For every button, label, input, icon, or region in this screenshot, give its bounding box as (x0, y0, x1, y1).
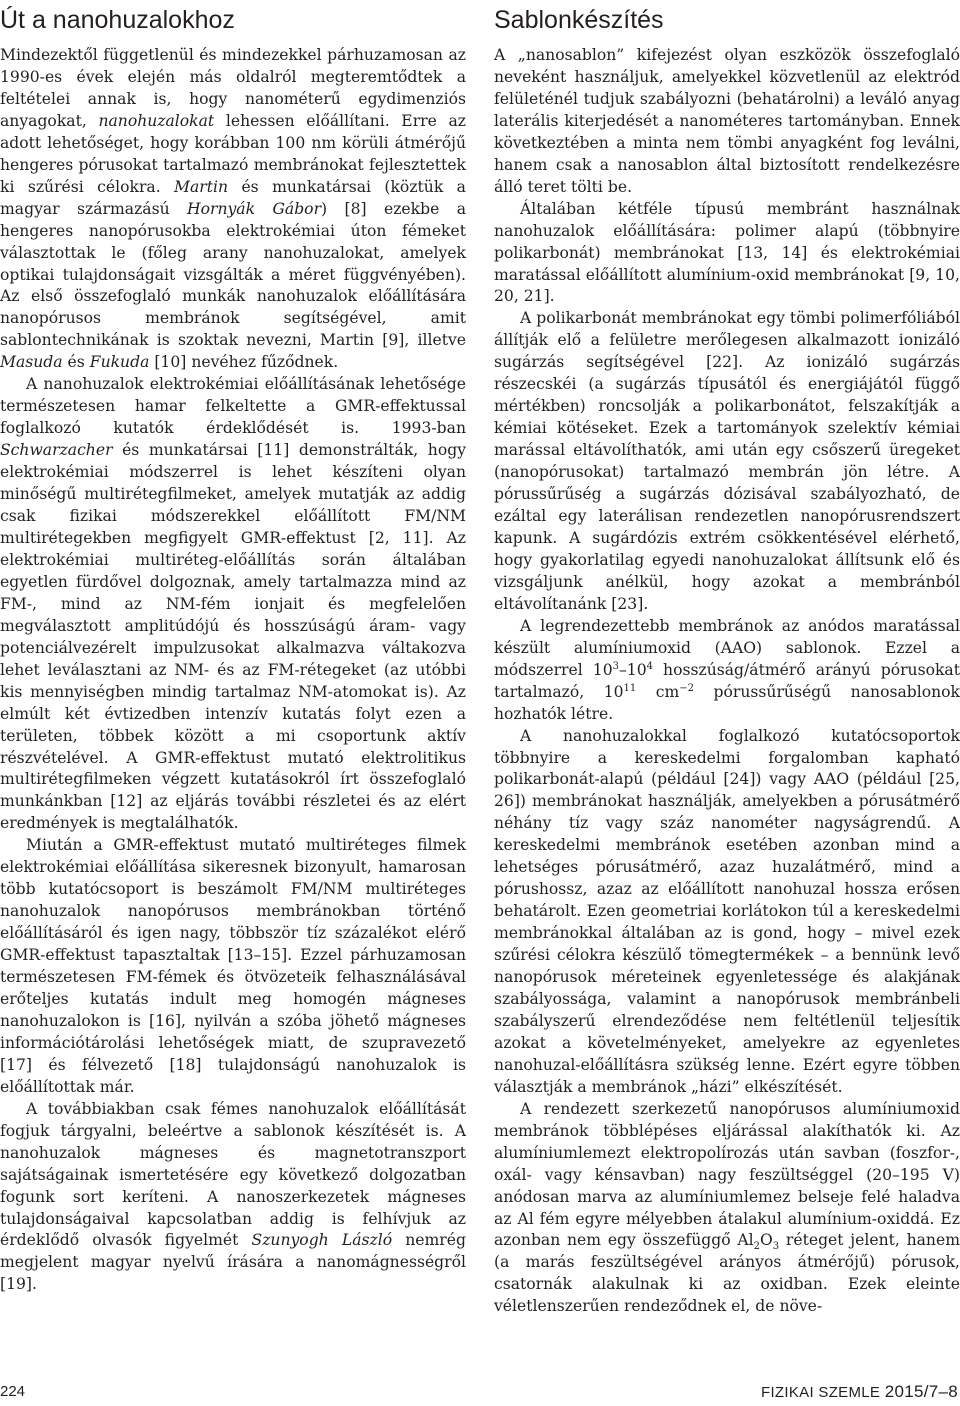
section-title-template-making: Sablonkészítés (494, 6, 664, 34)
text-run: hosszúság/átmérő arányú pórusokat tartalmazó, 10 (494, 660, 960, 701)
journal-issue: 2015/7–8 (884, 1382, 958, 1401)
text-run: A rendezett szerkezetű nanopórusos alumíniumoxid membránok többlépéses eljárással alakíthatók ki. Az alumíniumlemezt elektropolírozás után savban (foszfor-, oxál- vagy kénsavban) nagy feszültséggel (20–195 V) anódosan marva az alumíniumlemez belseje felé haladva az Al fém egyre mélyebben átalakul alumínium-oxiddá. Ez azonban nem egy összefüggő Al (494, 1099, 960, 1250)
italic-name: Fukuda (89, 353, 150, 372)
text-run: lehessen előállítani. Erre az adott lehetőséget, hogy korábban 100 nm körüli átmérőjű hengeres pórusokat tartalmazó membránokat fejlesztettek ki szűrési célokra. (0, 111, 466, 196)
italic-name: Martin (174, 177, 229, 196)
text-run: A polikarbonát membránokat egy tömbi polimerfóliából állítják elő a felületre merőlegesen alkalmazott ionizáló sugárzás segítségével [22]. Az ionizáló sugárzás részecskéi (a sugárzás típusától és energiájától függő mértékben) roncsolják a polikarbonátot, felszakítják a kémiai kötéseket. Ezek a tartományok szelektív kémiai marással eltávolíthatók, ami után egy csőszerű üregeket (nanopórusokat) tartalmazó membrán jön létre. A pórussűrűség a sugárzás dózisával szabályozható, de ezáltal egy laterálisan rendezetlen nanopórusrendszert kapunk. A sugárdózis extrém csökkentésével elérhető, hogy gyakorlatilag egyedi nanohuzalokat állítsunk elő és vizsgáljunk anélkül, hogy azokat a membránból eltávolítanánk [23]. (494, 309, 960, 613)
italic-name: nanohuzalokat (98, 111, 215, 130)
text-run: és munkatársai [11] demonstrálták, hogy elektrokémiai módszerrel is lehet készíteni olyan minőségű multirétegfilmeket, amelyek mutatják az addig csak fizikai módszerekkel előállított FM/NM multirétegekben megfigyelt GMR-effektust [2, 11]. Az elektrokémiai multiréteg-előállítás során általában egyetlen fürdővel dolgoznak, amely tartalmazza mind az FM-, mind az NM-fém ionjait és megfelelően megválasztott amplitúdójú és hosszúságú áram- vagy potenciálvezérelt impulzusokat alkalmazva váltakozva lehet leválasztani az NM- és az FM-rétegeket (az utóbbi kis mennyiségben mindig tartalmaz NM-atomokat is). Az elmúlt két évtizedben intenzív kutatás folyt ezen a területen, többek között a mi csoportunk aktív részvételével. A GMR-effektust mutató elektrolitikus multirétegfilmeken végzett kutatásokról írt összefoglaló munkánkban [12] az eljárás további részletei és az elért eredmények is megtalálhatók. (0, 441, 466, 833)
text-run: és (62, 353, 90, 372)
paragraph (494, 308, 960, 615)
text-run: [10] nevéhez fűződnek. (149, 353, 339, 372)
italic-name: Szunyogh László (251, 1231, 393, 1250)
page-number: 224 (0, 1383, 26, 1400)
journal-name (761, 1383, 958, 1402)
text-run: A legrendezettebb membránok az anódos maratással készült alumíniumoxid (AAO) sablonok. Ezzel a módszerrel 10 (494, 616, 960, 679)
text-run: pórussűrűségű nanosablonok hozhatók létre. (494, 682, 960, 723)
subscript: 2 (753, 1241, 760, 1253)
left-column (0, 0, 466, 1296)
right-body (494, 42, 960, 1318)
paragraph (0, 835, 466, 1098)
text-run: –10 (618, 660, 647, 679)
paragraph (494, 616, 960, 726)
superscript: 4 (646, 660, 653, 672)
left-body (0, 42, 466, 1296)
italic-name: Masuda (0, 353, 63, 372)
text-run: Általában kétféle típusú membránt használnak nanohuzalok előállítására: polimer alapú (többnyire polikarbonát) membránokat [13, 14] és elektrokémiai maratással előállított alumínium-oxid membránokat [9, 10, 20, 21]. (494, 199, 960, 306)
paragraph (494, 199, 960, 309)
page-footer (0, 1383, 960, 1403)
superscript: 3 (612, 660, 619, 672)
text-run: A továbbiakban csak fémes nanohuzalok előállítását fogjuk tárgyalni, beleértve a sablonok készítését is. A nanohuzalok mágneses és magnetotranszport sajátságainak ismertetésére egy következő dolgozatban fogunk sort keríteni. A nanoszerkezetek mágneses tulajdonságaival kapcsolatban addig is felhívjuk az érdeklődő olvasók figyelmét (0, 1099, 466, 1250)
text-run: A „nanosablon” kifejezést olyan eszközök összefoglaló neveként használjuk, amelyekkel közvetlenül az elektród felületénél tudjuk szabályozni (behatárolni) a leváló anyag laterális kiterjedését a nanométeres tartományban. Ennek következtében a minta nem tömbi anyagként fog leválni, hanem csak a nanosablon által biztosított rendelkezésre álló teret tölti be. (494, 46, 960, 196)
subscript: 3 (772, 1241, 780, 1253)
superscript: 11 (623, 682, 637, 694)
italic-name: Schwarzacher (0, 441, 113, 460)
right-column (494, 0, 960, 1318)
text-run: O (759, 1231, 773, 1250)
superscript: −2 (679, 682, 695, 694)
paragraph (0, 45, 466, 374)
text-run: ) [8] ezekbe a hengeres nanopórusokba elektrokémiai úton fémeket választottak le (főleg arany nanohuzalokat, amelyek optikai tulajdonságait vizsgálták a méret függvényében). Az első összefoglaló munkák nanohuzalok előállítására nanopórusos membránok segítségével, amit sablontechnikának is szoktak nevezni, Martin [9], illetve (0, 199, 466, 350)
journal-title: FIZIKAI SZEMLE (761, 1384, 885, 1401)
text-run: Mindezektől függetlenül és mindezekkel párhuzamosan az 1990-es évek elején más oldalról megteremtődtek a feltételei annak is, hogy nanométerű egydimenziós anyagokat, (0, 46, 466, 130)
italic-name: Hornyák Gábor (187, 199, 322, 218)
text-run: nemrég megjelent magyar nyelvű írására a nanomágnességről [19]. (0, 1231, 466, 1294)
paragraph (494, 726, 960, 1099)
text-run: A nanohuzalokkal foglalkozó kutatócsoportok többnyire a kereskedelmi forgalomban kapható polikarbonát-alapú (például [24]) vagy AAO (például [25, 26]) membránokat használják, amelyekben a pórusátmérő néhány tíz vagy száz nanométer nagyságrendű. A kereskedelmi membránok esetében azonban mind a lehetséges pórusátmérő, azaz huzalátmérő, mind a pórushossz, azaz az előállított nanohuzal hossza erősen behatárolt. Ezen geometriai korlátokon túl a kereskedelmi membránokkal általában az is gond, hogy – mivel ezek szűrési célokra készülő tömegtermékek – a bennünk levő nanopórusok méreteinek egyenletessége és alakjának szabályossága, valamint a nanopórusok membránbeli szabályszerű elrendeződése nem feltétlenül teljesítik azokat a követelményeket, amelyekre az egyenletes nanohuzal-előállításra szükség lenne. Ezért egyre többen választják a membránok „házi” elkészítését. (494, 726, 960, 1096)
text-run: réteget jelent, hanem (a marás feszültségével arányos átmérőjű) pórusok, csatornák alakulnak ki az oxidban. Ezek eleinte véletlenszerűen rendeződnek el, de növe- (494, 1231, 960, 1316)
paragraph (0, 374, 466, 835)
paragraph (494, 45, 960, 199)
text-run: cm (636, 682, 680, 701)
text-run: Miután a GMR-effektust mutató multiréteges filmek elektrokémiai előállítása sikeresnek bizonyult, hamarosan több kutatócsoport is beszámolt FM/NM multiréteges nanohuzalok nanopórusos membránokban történő előállításáról és igen nagy, többször tíz százalékot elérő GMR-effektust tapasztaltak [13–15]. Ezzel párhuzamosan természetesen FM-fémek és ötvözeteik felhasználásával erőteljes kutatás indult meg homogén mágneses nanohuzalokon is [16], nyilván a szóba jöhető mágneses információtárolási lehetőségek miatt, de szupravezető [17] és félvezető [18] tulajdonságú nanohuzalok is előállítottak már. (0, 836, 466, 1096)
paragraph (0, 1099, 466, 1297)
text-run: és munkatársai (köztük a magyar származású (0, 177, 466, 218)
paragraph (494, 1099, 960, 1319)
section-title-nanowires: Út a nanohuzalokhoz (0, 6, 235, 34)
text-run: A nanohuzalok elektrokémiai előállításának lehetősége természetesen hamar felkeltette a GMR-effektussal foglalkozó kutatók érdeklődését is. 1993-ban (0, 375, 466, 438)
